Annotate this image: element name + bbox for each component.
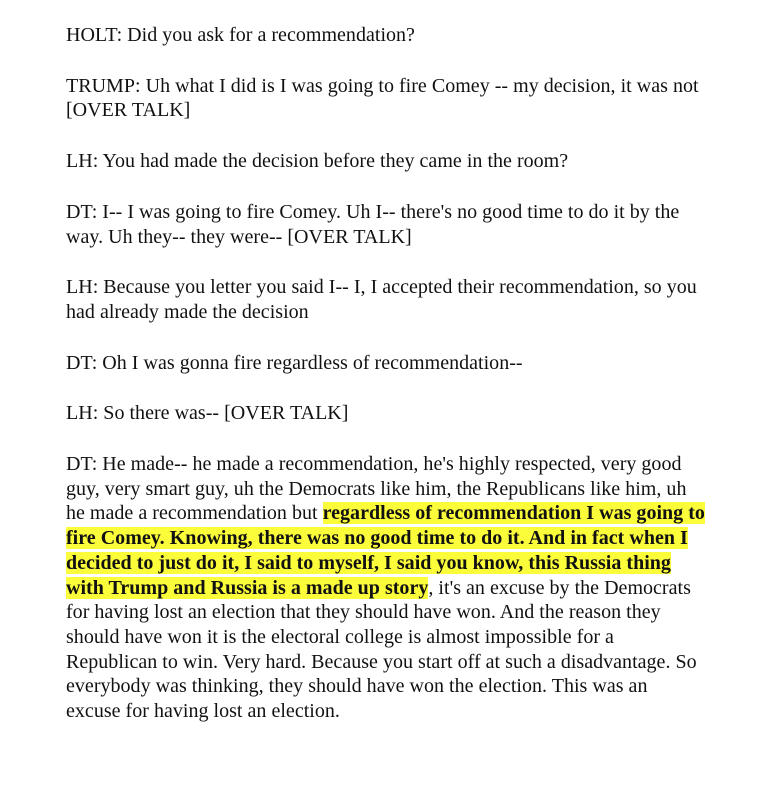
transcript-paragraph-dt-regardless: DT: Oh I was gonna fire regardless of recommendation--: [66, 351, 523, 374]
transcript-paragraph-lh-overtalk: LH: So there was-- [OVER TALK]: [66, 402, 349, 425]
long-answer-text-before: DT: He made-- he made a recommendation, he's highly respected, very good guy, very smart guy, uh the Democrats like him, the Republicans like him, uh he made a recommendation but: [66, 453, 687, 525]
long-answer-text-after: , it's an excuse by the Democrats for having lost an election that they should have won. And the reason they should have won it is the electoral college is almost impossible for a Republican to win. Very hard. Because you start off at such a disadvantage. So everybody was thinking, they should have won the election. This was an excuse for having lost an election.: [66, 576, 697, 723]
transcript-paragraph-holt-question: HOLT: Did you ask for a recommendation?: [66, 24, 415, 46]
transcript-paragraph-dt-answer: DT: I-- I was going to fire Comey. Uh I-- there's no good time to do it by the way. Uh they-- they were-- [OVER TALK]: [66, 200, 680, 248]
transcript-paragraph-lh-followup: LH: Because you letter you said I-- I, I accepted their recommendation, so you had already made the decision: [66, 276, 697, 323]
highlighted-quote: regardless of recommendation I was going to fire Comey. Knowing, there was no good time to do it. And in fact when I decided to just do it, I said to myself, I said you know, this Russia thing with Trump and Russia is a made up story: [66, 502, 705, 599]
transcript-paragraph-trump-answer: TRUMP: Uh what I did is I was going to fire Comey -- my decision, it was not [OVER TALK]: [66, 74, 699, 122]
transcript-paragraph-lh-question: LH: You had made the decision before they came in the room?: [66, 150, 569, 173]
transcript-paragraph-dt-long-answer: [66, 452, 706, 724]
transcript-page: [66, 23, 706, 724]
